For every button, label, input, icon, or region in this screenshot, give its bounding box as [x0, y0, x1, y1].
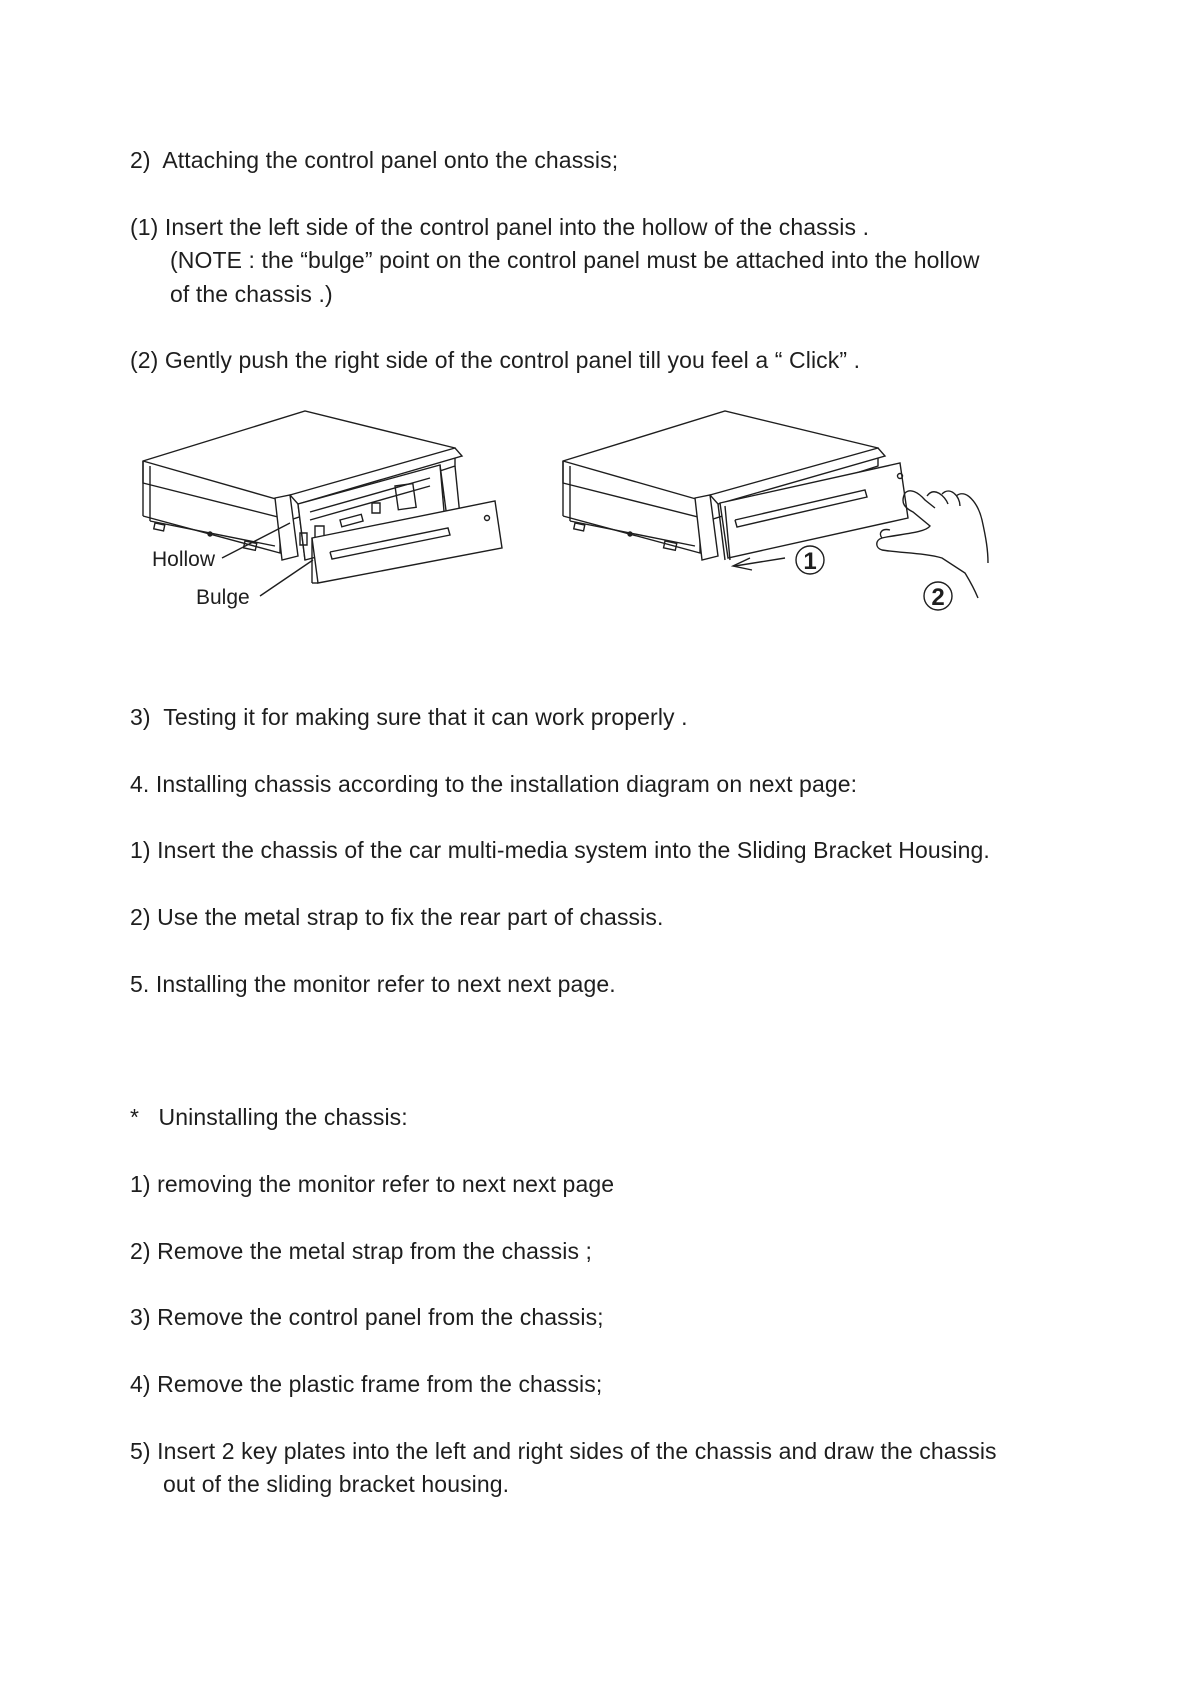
step-1-note-line-2: of the chassis .) [170, 281, 333, 307]
chassis-diagram [130, 408, 1090, 664]
uninstall-step-3: 3) Remove the control panel from the chassis; [130, 1304, 604, 1330]
installation-illustration [130, 408, 1090, 664]
section-2-heading: 2) Attaching the control panel onto the chassis; [130, 147, 619, 173]
push-arrow [733, 558, 785, 570]
section-4-step-1: 1) Insert the chassis of the car multi-media system into the Sliding Bracket Housing. [130, 837, 990, 863]
uninstall-step-5-line-1: 5) Insert 2 key plates into the left and right sides of the chassis and draw the chassis [130, 1438, 997, 1464]
step-1-text: (1) Insert the left side of the control panel into the hollow of the chassis . [130, 214, 870, 240]
uninstall-heading: * Uninstalling the chassis: [130, 1104, 408, 1130]
marker-2-label: 2 [931, 584, 945, 611]
uninstall-step-5-line-2: out of the sliding bracket housing. [163, 1471, 510, 1497]
section-5-heading: 5. Installing the monitor refer to next next page. [130, 971, 616, 997]
bulge-leader-line [260, 560, 313, 596]
uninstall-step-1: 1) removing the monitor refer to next next page [130, 1171, 615, 1197]
uninstall-step-2: 2) Remove the metal strap from the chassis ; [130, 1238, 593, 1264]
section-4-step-2: 2) Use the metal strap to fix the rear part of chassis. [130, 904, 664, 930]
step-1-note-line-1: (NOTE : the “bulge” point on the control panel must be attached into the hollow [170, 247, 980, 273]
uninstall-step-4: 4) Remove the plastic frame from the chassis; [130, 1371, 603, 1397]
section-4-heading: 4. Installing chassis according to the installation diagram on next page: [130, 771, 858, 797]
step-2-text: (2) Gently push the right side of the control panel till you feel a “ Click” . [130, 347, 861, 373]
marker-1-label: 1 [803, 548, 817, 575]
section-3-heading: 3) Testing it for making sure that it can work properly . [130, 704, 688, 730]
bulge-label: Bulge [196, 586, 250, 609]
hollow-label: Hollow [152, 548, 216, 571]
